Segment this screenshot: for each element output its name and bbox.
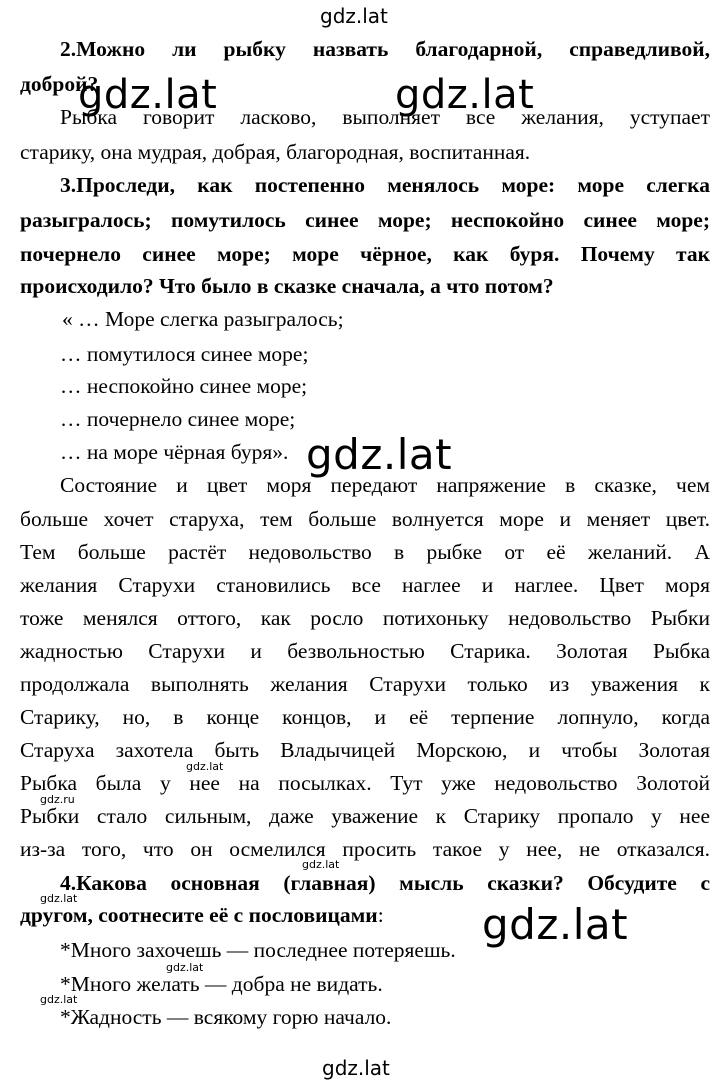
- watermark-small-5: gdz.lat: [40, 993, 78, 1006]
- watermark-big-1: gdz.lat: [78, 72, 218, 118]
- watermark-small-1: gdz.lat: [186, 760, 224, 773]
- answer-3-line-5: тоже менялся оттого, как росло потихоньку недовольство Рыбки: [20, 606, 710, 630]
- question-2-line-2: доброй?: [20, 72, 99, 96]
- answer-2-line-2: старику, она мудрая, добрая, благородная, воспитанная.: [20, 140, 531, 164]
- watermark-small-2: gdz.lat: [302, 858, 340, 871]
- watermark-big-2: gdz.lat: [395, 72, 535, 118]
- watermark-big-4: gdz.lat: [482, 900, 629, 949]
- watermark-small-ru: gdz.ru: [40, 793, 75, 806]
- question-3-line-4: происходило? Что было в сказке сначала, а что потом?: [20, 274, 554, 298]
- question-4-line-1: 4.Какова основная (главная) мысль сказки? Обсудите с: [60, 871, 710, 895]
- proverb-2: *Много желать — добра не видать.: [60, 972, 383, 996]
- answer-3-line-11: Рыбки стало сильным, даже уважение к Старику пропало у нее: [20, 804, 710, 828]
- answer-3-line-10: Рыбка была у нее на посылках. Тут уже недовольство Золотой: [20, 771, 710, 795]
- watermark-big-3: gdz.lat: [306, 430, 453, 479]
- quote-line-5: … на море чёрная буря».: [60, 440, 289, 464]
- quote-line-1: « … Море слегка разыгралось;: [62, 307, 344, 331]
- answer-2-line-1: Рыбка говорит ласково, выполняет все желания, уступает: [60, 105, 710, 129]
- answer-3-line-2: больше хочет старуха, тем больше волнуется море и меняет цвет.: [20, 507, 710, 531]
- answer-3-line-7: продолжала выполнять желания Старухи только из уважения к: [20, 672, 710, 696]
- question-3-line-1: 3.Проследи, как постепенно менялось море: море слегка: [60, 173, 710, 197]
- question-4-colon: :: [377, 903, 384, 927]
- proverb-1: *Много захочешь — последнее потеряешь.: [60, 938, 456, 962]
- proverb-3: *Жадность — всякому горю начало.: [60, 1005, 392, 1029]
- answer-3-line-3: Тем больше растёт недовольство в рыбке от её желаний. А: [20, 540, 710, 564]
- watermark-top: gdz.lat: [320, 4, 388, 28]
- answer-3-line-4: желания Старухи становились все наглее и наглее. Цвет моря: [20, 573, 710, 597]
- question-4-line-2-text: другом, соотнесите её с пословицами: [20, 903, 378, 927]
- quote-line-2: … помутилося синее море;: [60, 342, 309, 366]
- answer-3-line-1: Состояние и цвет моря передают напряжение в сказке, чем: [60, 473, 710, 497]
- watermark-bottom: gdz.lat: [322, 1056, 390, 1080]
- question-3-line-2: разыгралось; помутилось синее море; неспокойно синее море;: [20, 208, 710, 232]
- answer-3-line-9: Старуха захотела быть Владычицей Морскою, и чтобы Золотая: [20, 738, 710, 762]
- answer-3-line-8: Старику, но, в конце концов, и её терпение лопнуло, когда: [20, 705, 710, 729]
- watermark-small-4: gdz.lat: [166, 961, 204, 974]
- watermark-small-3: gdz.lat: [40, 892, 78, 905]
- question-3-line-3: почернело синее море; море чёрное, как буря. Почему так: [20, 242, 710, 266]
- answer-3-line-6: жадностью Старухи и безвольностью Старика. Золотая Рыбка: [20, 639, 710, 663]
- quote-line-3: … неспокойно синее море;: [60, 374, 308, 398]
- answer-3-line-12: из-за того, что он осмелился просить такое у нее, не отказался.: [20, 837, 710, 861]
- question-2-line-1: 2.Можно ли рыбку назвать благодарной, справедливой,: [60, 37, 710, 61]
- quote-line-4: … почернело синее море;: [60, 407, 296, 431]
